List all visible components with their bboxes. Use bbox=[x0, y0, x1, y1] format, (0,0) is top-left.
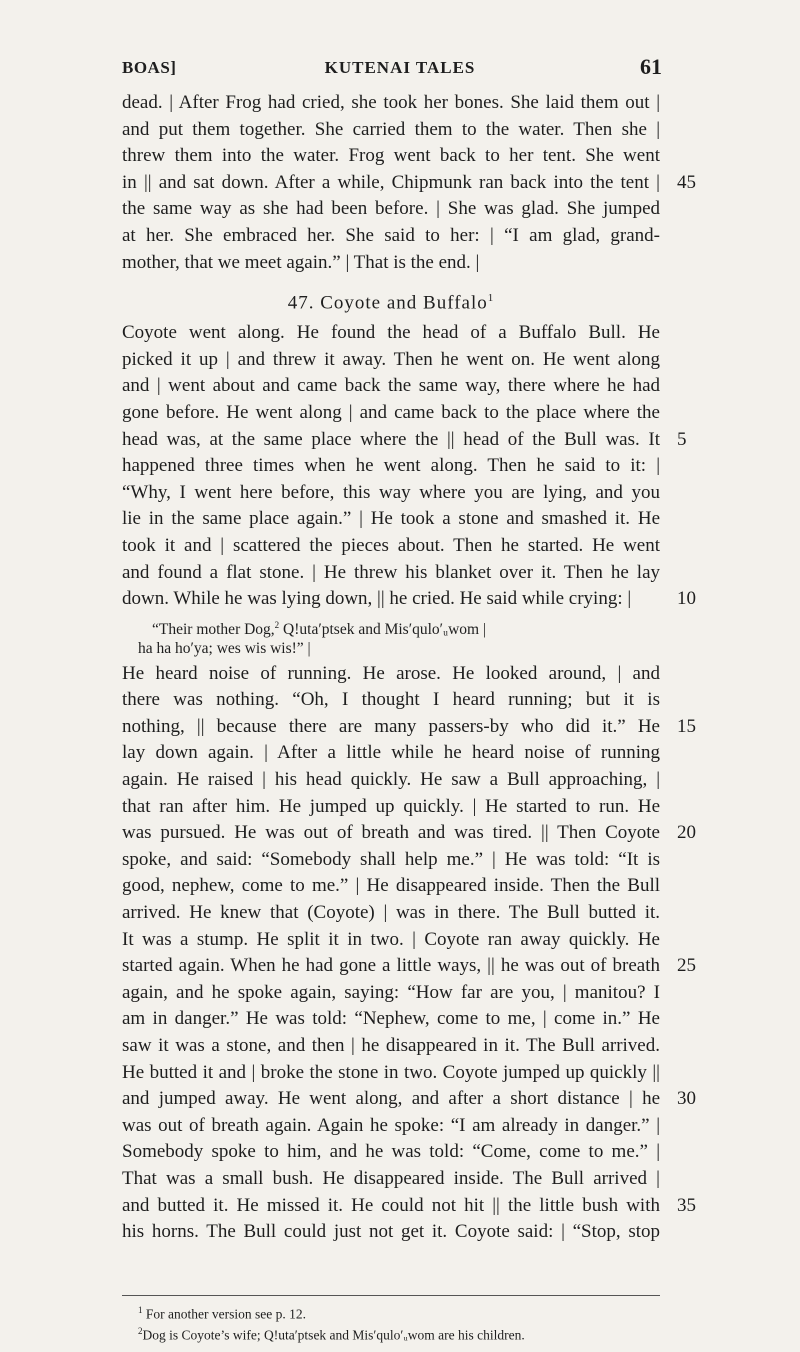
text-line bbox=[122, 373, 660, 400]
text-line bbox=[122, 1033, 660, 1060]
line-text: Coyote went along. He found the head of a Buffalo Bull. He bbox=[122, 322, 660, 344]
footnote-text: For another version see p. 12. bbox=[142, 1306, 306, 1322]
text-line bbox=[122, 506, 660, 533]
line-number: 20 bbox=[677, 822, 696, 844]
line-text: and butted it. He missed it. He could not hit || the little bush with bbox=[122, 1194, 660, 1216]
line-text: spoke, and said: “Somebody shall help me.” | He was told: “It is bbox=[122, 848, 660, 870]
text-line bbox=[122, 170, 696, 197]
line-number: 15 bbox=[677, 715, 696, 737]
paragraph-coyote bbox=[122, 320, 696, 613]
line-text: at her. She embraced her. She said to her: | “I am glad, grand- bbox=[122, 224, 660, 246]
text-line bbox=[122, 586, 696, 613]
text-line bbox=[122, 927, 660, 954]
text-line bbox=[122, 320, 660, 347]
text-line bbox=[122, 1006, 660, 1033]
text-line bbox=[122, 1219, 660, 1246]
text-line bbox=[122, 1086, 696, 1113]
text-line bbox=[122, 117, 660, 144]
page-number: 61 bbox=[640, 54, 662, 79]
paragraph-running bbox=[122, 661, 696, 1246]
paragraph-top bbox=[122, 90, 696, 276]
line-text: dead. | After Frog had cried, she took her bones. She laid them out | bbox=[122, 92, 660, 113]
line-text: that ran after him. He jumped up quickly. | He started to run. He bbox=[122, 795, 660, 817]
text-line bbox=[122, 767, 660, 794]
footnote-1 bbox=[122, 1302, 660, 1323]
text-line bbox=[122, 820, 696, 847]
footnotes bbox=[122, 1302, 660, 1343]
footnote-ref-1: 1 bbox=[487, 292, 495, 305]
line-text: was out of breath again. Again he spoke: “I am already in danger.” | bbox=[122, 1114, 660, 1136]
text-line bbox=[122, 687, 660, 714]
text-line bbox=[122, 196, 660, 223]
line-text: am in danger.” He was told: “Nephew, come to me, | come in.” He bbox=[122, 1008, 660, 1030]
text-line bbox=[122, 400, 660, 427]
text-line bbox=[122, 90, 660, 117]
text-line bbox=[122, 980, 660, 1007]
text-line bbox=[122, 714, 696, 741]
line-text: the same way as she had been before. | She was glad. She jumped bbox=[122, 198, 660, 220]
line-text: and | went about and came back the same way, there where he had bbox=[122, 375, 660, 397]
line-text: Somebody spoke to him, and he was told: “Come, come to me.” | bbox=[122, 1141, 660, 1163]
running-header bbox=[0, 54, 800, 84]
text-line bbox=[122, 250, 660, 277]
text-line bbox=[122, 560, 660, 587]
text-line bbox=[122, 1193, 696, 1220]
line-text: there was nothing. “Oh, I thought I heard running; but it is bbox=[122, 689, 660, 711]
line-text: and jumped away. He went along, and after a short distance | he bbox=[122, 1088, 660, 1110]
line-text: lie in the same place again.” | He took a stone and smashed it. He bbox=[122, 508, 660, 530]
text-line bbox=[122, 223, 660, 250]
line-text: gone before. He went along | and came back to the place where the bbox=[122, 401, 660, 423]
text-line bbox=[122, 900, 660, 927]
line-text: and found a flat stone. | He threw his blanket over it. Then he lay bbox=[122, 561, 660, 583]
text-line bbox=[122, 1113, 660, 1140]
text-line bbox=[122, 427, 687, 454]
text-line bbox=[122, 1139, 660, 1166]
line-text: down. While he was lying down, || he cried. He said while crying: | bbox=[122, 588, 632, 610]
line-number: 35 bbox=[677, 1194, 696, 1216]
line-number: 10 bbox=[677, 588, 696, 610]
line-text: good, nephew, come to me.” | He disappeared inside. Then the Bull bbox=[122, 875, 660, 897]
line-text: He butted it and | broke the stone in two. Coyote jumped up quickly || bbox=[122, 1061, 660, 1083]
line-text: He heard noise of running. He arose. He looked around, | and bbox=[122, 662, 660, 684]
line-text: arrived. He knew that (Coyote) | was in there. The Bull butted it. bbox=[122, 902, 660, 924]
line-text: saw it was a stone, and then | he disappeared in it. The Bull arrived. bbox=[122, 1035, 660, 1056]
line-text: That was a small bush. He disappeared inside. The Bull arrived | bbox=[122, 1167, 660, 1189]
song-line-1-a: “Their mother Dog, bbox=[152, 620, 275, 638]
line-text: in || and sat down. After a while, Chipmunk ran back into the tent | bbox=[122, 171, 660, 193]
story-title-text: 47. Coyote and Buffalo bbox=[287, 292, 488, 314]
line-text: took it and | scattered the pieces about. Then he started. He went bbox=[122, 534, 660, 556]
body-text bbox=[122, 90, 696, 1246]
text-line bbox=[122, 740, 660, 767]
header-author: BOAS] bbox=[122, 58, 177, 77]
line-text: started again. When he had gone a little ways, || he was out of breath bbox=[122, 955, 660, 977]
line-text: and put them together. She carried them to the water. Then she | bbox=[122, 118, 660, 140]
line-text: was pursued. He was out of breath and was tired. || Then Coyote bbox=[122, 822, 660, 844]
story-title bbox=[122, 276, 660, 320]
song-line-1 bbox=[122, 613, 660, 637]
line-number: 45 bbox=[677, 171, 696, 193]
line-text: threw them into the water. Frog went back to her tent. She went bbox=[122, 145, 660, 167]
text-line bbox=[122, 143, 660, 170]
footnote-mark: 2 bbox=[138, 1325, 143, 1336]
line-text: happened three times when he went along. Then he said to it: | bbox=[122, 455, 660, 477]
line-text: his horns. The Bull could just not get it. Coyote said: | “Stop, stop bbox=[122, 1221, 660, 1243]
text-line bbox=[122, 533, 660, 560]
footnote-2 bbox=[122, 1323, 660, 1344]
line-text: “Why, I went here before, this way where you are lying, and you bbox=[122, 481, 660, 503]
text-line bbox=[122, 453, 660, 480]
text-line bbox=[122, 847, 660, 874]
line-text: lay down again. | After a little while he heard noise of running bbox=[122, 742, 660, 764]
line-text: picked it up | and threw it away. Then he went on. He went along bbox=[122, 348, 660, 370]
line-text: again. He raised | his head quickly. He saw a Bull approaching, | bbox=[122, 769, 660, 791]
header-title: KUTENAI TALES bbox=[324, 58, 476, 77]
text-line bbox=[122, 1166, 660, 1193]
text-line bbox=[122, 480, 660, 507]
footnote-text: Dog is Coyote’s wife; Q!uta′ptsek and Mis′qulo′ᵤwom are his children. bbox=[142, 1327, 525, 1342]
text-line bbox=[122, 1060, 660, 1087]
line-text: again, and he spoke again, saying: “How far are you, | manitou? I bbox=[122, 981, 660, 1003]
footnote-rule bbox=[122, 1295, 660, 1296]
line-number: 5 bbox=[677, 428, 687, 450]
line-number: 30 bbox=[677, 1088, 696, 1110]
line-text: It was a stump. He split it in two. | Coyote ran away quickly. He bbox=[122, 928, 660, 950]
text-line bbox=[122, 794, 660, 821]
text-line bbox=[122, 347, 660, 374]
footnote-ref-2: 2 bbox=[274, 619, 280, 630]
song-line-2: ha ha ho′ya; wes wis wis!” | bbox=[138, 639, 311, 657]
text-line bbox=[122, 661, 660, 688]
footnote-mark: 1 bbox=[138, 1305, 143, 1315]
line-text: nothing, || because there are many passers-by who did it.” He bbox=[122, 715, 660, 737]
line-number: 25 bbox=[677, 955, 696, 977]
text-line bbox=[122, 873, 660, 900]
line-text: mother, that we meet again.” | That is the end. | bbox=[122, 251, 480, 273]
song-line-1-b: Q!uta′ptsek and Mis′qulo′ᵤwom | bbox=[279, 620, 487, 638]
line-text: head was, at the same place where the || head of the Bull was. It bbox=[122, 428, 660, 450]
text-line bbox=[122, 953, 696, 980]
